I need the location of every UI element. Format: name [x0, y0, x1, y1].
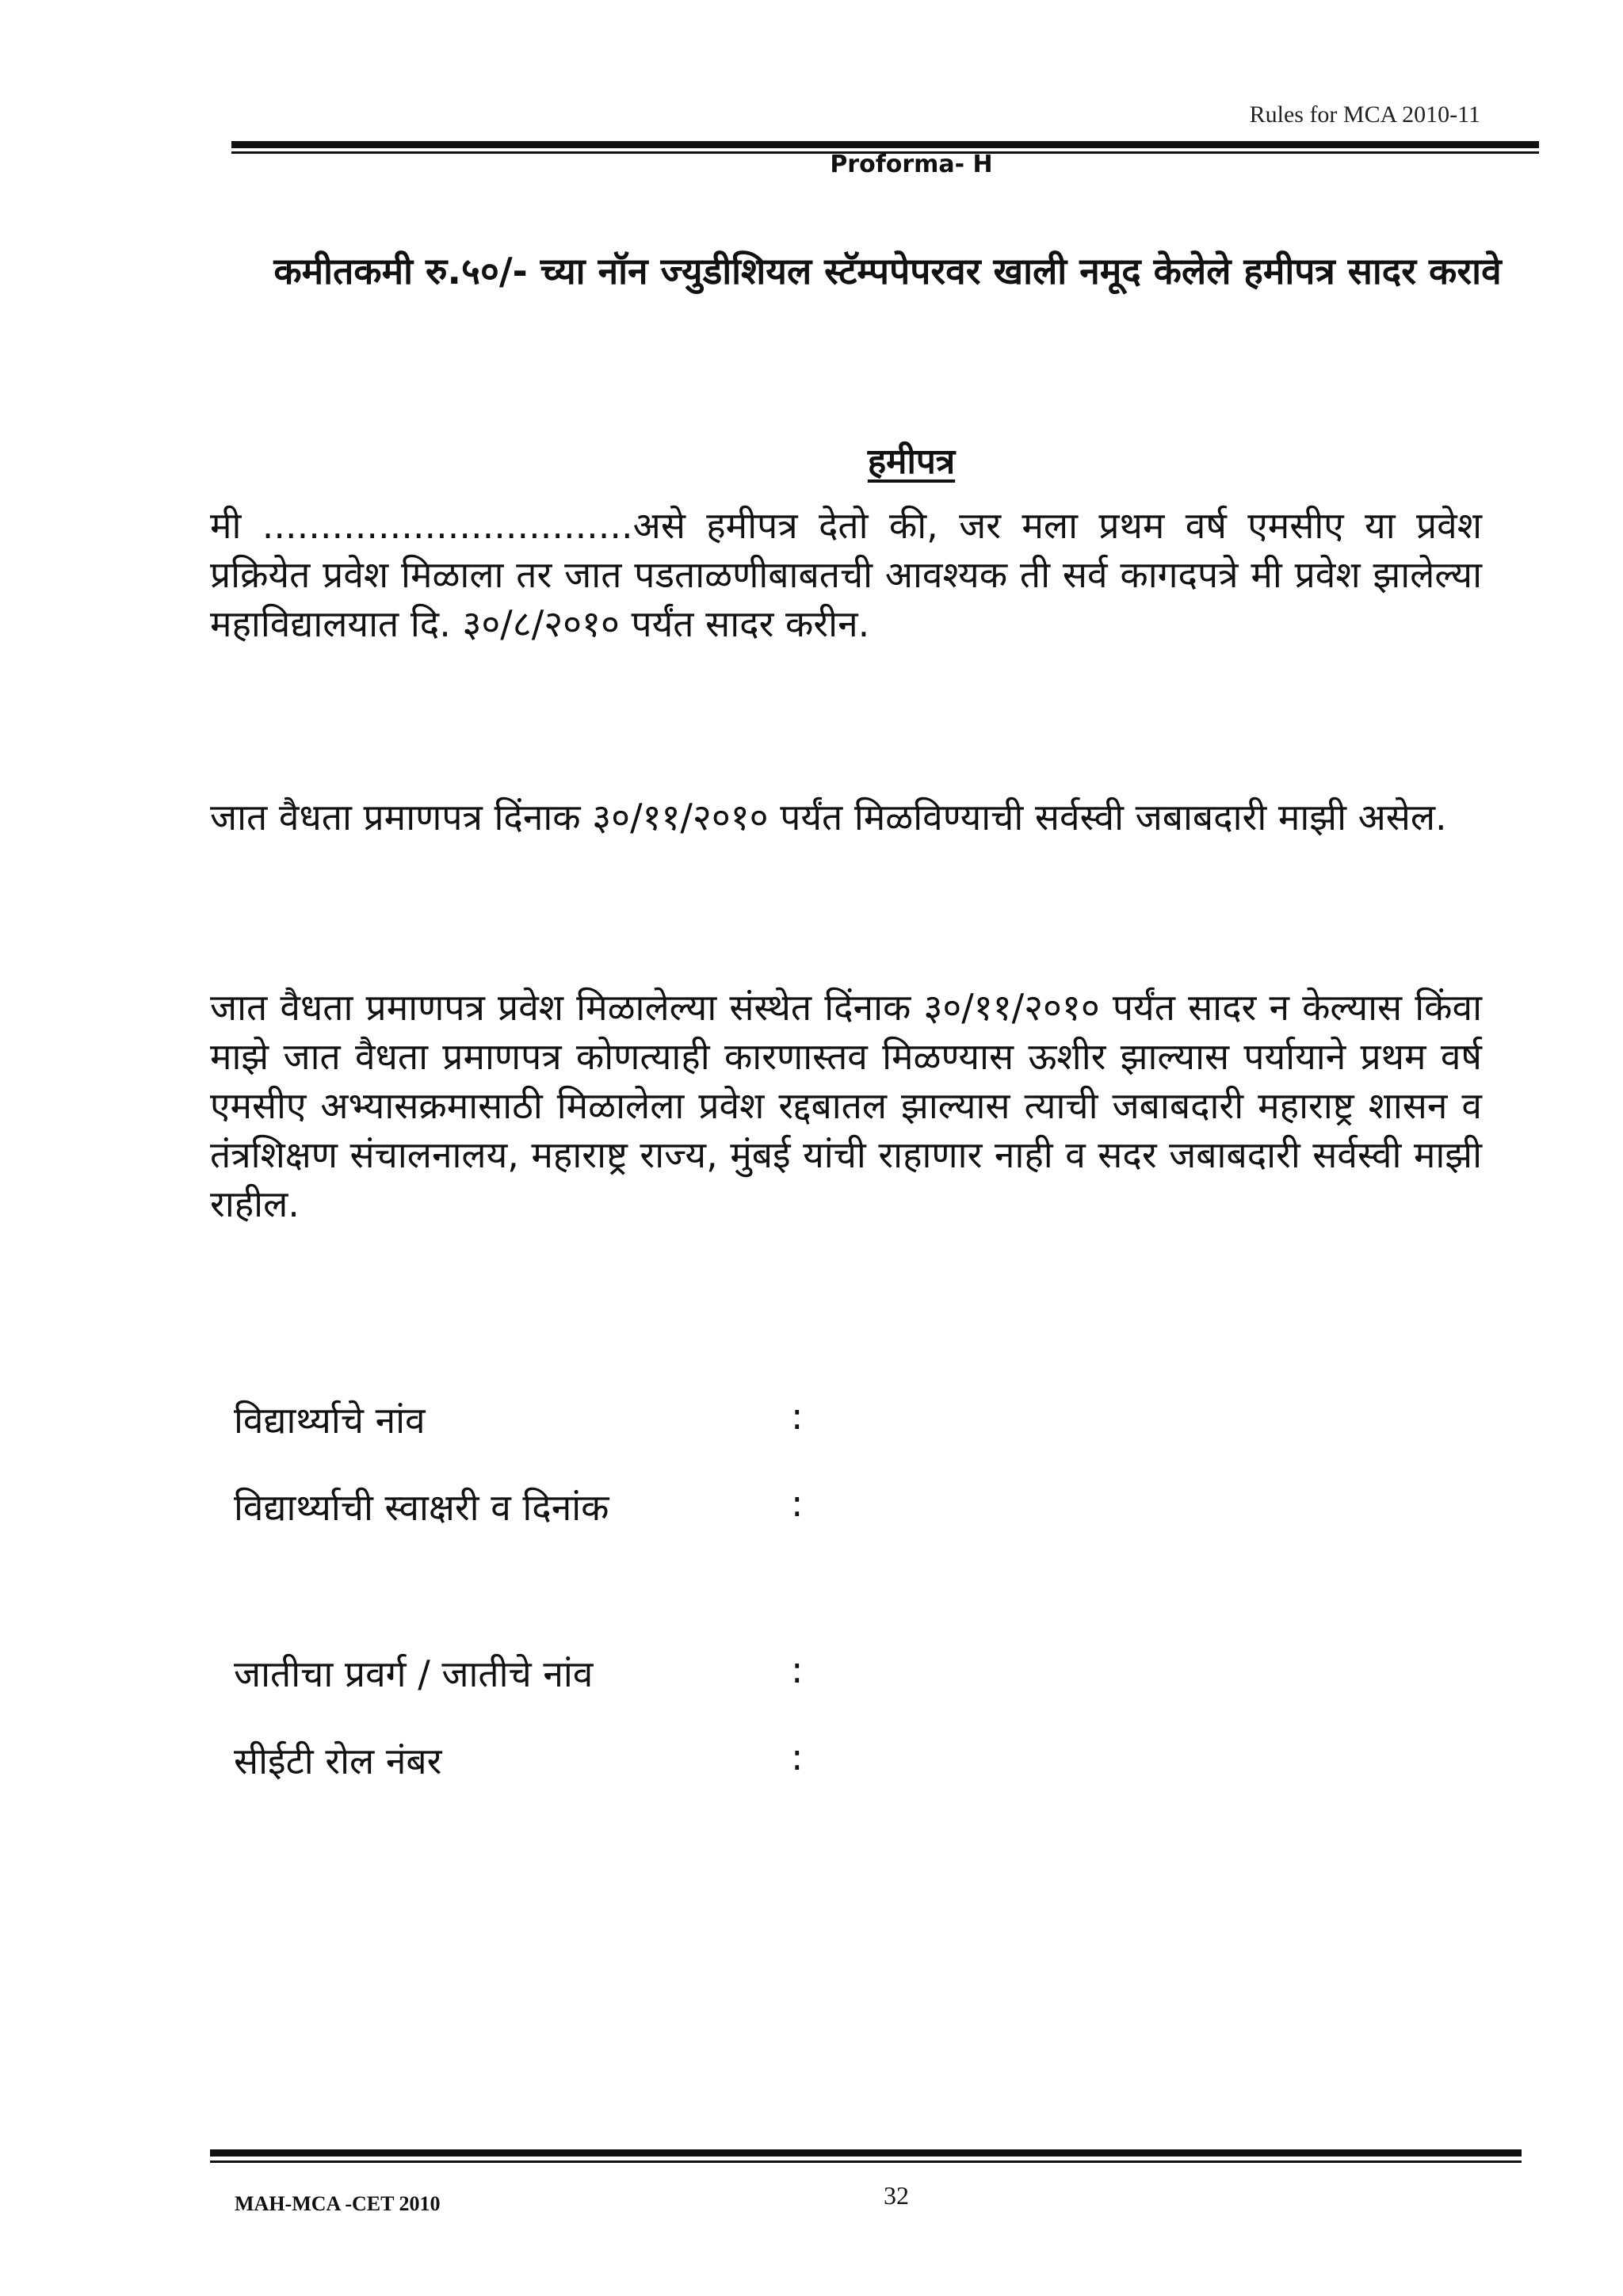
proforma-label: Proforma- H [830, 151, 993, 178]
field-label-caste-category: जातीचा प्रवर्ग / जातीचे नांव [234, 1652, 594, 1695]
page-title: कमीतकमी रु.५०/- च्या नॉन ज्युडीशियल स्टॅम्पपेपरवर खाली नमूद केलेले हमीपत्र सादर करावे [273, 250, 1502, 292]
footer-rule-thick [210, 2149, 1522, 2157]
field-label-cet-roll-number: सीईटी रोल नंबर [234, 1740, 442, 1782]
header-doc-title: Rules for MCA 2010-11 [1249, 101, 1480, 128]
field-label-student-signature-date: विद्यार्थ्याची स्वाक्षरी व दिनांक [234, 1486, 609, 1529]
section-heading: हमीपत्र [867, 441, 956, 482]
field-colon: : [791, 1395, 804, 1438]
paragraph-cancellation-terms: जात वैधता प्रमाणपत्र प्रवेश मिळालेल्या संस्थेत दिंनाक ३०/११/२०१० पर्यंत सादर न केल्यास किंवा माझे जात वैधता प्रमाणपत्र कोणत्याही कारणास्तव मिळण्यास ऊशीर झाल्यास पर्यायाने प्रथम वर्ष एमसीए अभ्यासक्रमासाठी मिळालेला प्रवेश रद्दबातल झाल्यास त्याची जबाबदारी महाराष्ट्र शासन व तंत्रशिक्षण संचालनालय, महाराष्ट्र राज्य, मुंबई यांची राहाणार नाही व सदर जबाबदारी सर्वस्वी माझी राहील. [210, 986, 1482, 1225]
footer-exam-name: MAH-MCA -CET 2010 [235, 2192, 441, 2215]
field-colon: : [791, 1482, 804, 1525]
field-label-student-name: विद्यार्थ्याचे नांव [234, 1399, 426, 1442]
page-number: 32 [884, 2181, 909, 2210]
footer-rule-thin [210, 2160, 1522, 2163]
header-rule-thick [231, 141, 1539, 148]
paragraph-validity-responsibility: जात वैधता प्रमाणपत्र दिंनाक ३०/११/२०१० पर्यंत मिळविण्याची सर्वस्वी जबाबदारी माझी असेल. [210, 796, 1447, 839]
paragraph-undertaking: मी ................................असे हमीपत्र देतो की, जर मला प्रथम वर्ष एमसीए या प्रवेश प्रक्रियेत प्रवेश मिळाला तर जात पडताळणीबाबतची आवश्यक ती सर्व कागदपत्रे मी प्रवेश झालेल्या महाविद्यालयात दि. ३०/८/२०१० पर्यंत सादर करीन. [210, 504, 1482, 645]
field-colon: : [791, 1648, 804, 1691]
field-colon: : [791, 1736, 804, 1778]
